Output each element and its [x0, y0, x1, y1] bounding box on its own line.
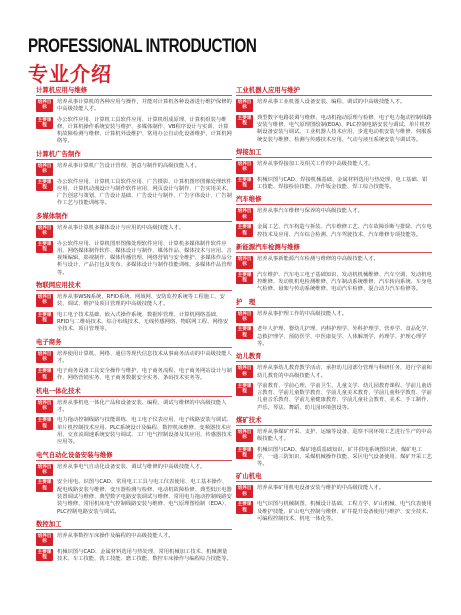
major-title: 物联网应用技术 — [36, 281, 81, 290]
goal-tag: 培养目标 — [237, 100, 252, 111]
major-title: 护 理 — [236, 297, 256, 306]
right-column — [236, 86, 432, 527]
goal-text: 培养从事机电一体化产品和设备安装、编程、调试与维修的中高级技能人才。 — [57, 399, 227, 414]
goal-tag: 培养目标 — [37, 225, 52, 237]
goal-row — [36, 99, 232, 114]
title-underline — [236, 425, 432, 426]
course-row — [236, 501, 432, 523]
course-text: 办公软件应用、计算机工具软件应用、广告摄影、计算机图形图像处理软件应用、计算机动漫设计与制作软件应用、网页设计与制作、广告实用美术、广告创意与策划、广告设计基础、广告设计与制作、广告字体设计、广告制作工艺与技能训练等。 — [57, 178, 232, 207]
title-underline — [36, 460, 232, 461]
goal-row — [236, 429, 432, 444]
course-row — [236, 383, 432, 412]
title-underline — [36, 95, 232, 96]
goal-tag: 培养目标 — [37, 295, 52, 306]
goal-text: 培养从事数控车床操作及编程的中高级技能人才。 — [57, 532, 174, 539]
major-section — [36, 451, 232, 516]
title-underline — [36, 529, 232, 530]
major-title: 焊接加工 — [236, 148, 262, 156]
goal-row — [236, 365, 432, 380]
goal-row — [36, 464, 232, 477]
course-row — [36, 179, 232, 208]
goal-row — [236, 161, 432, 174]
goal-text: 培养从事矿用机电设备安装与维护的中高级技能人才。 — [257, 485, 385, 492]
title-underline — [236, 157, 432, 158]
course-tag: 主要课程 — [37, 117, 52, 128]
course-text: 电气识图与机械制图、机械设计基础、工程力学、矿山机械、电气仪表使用及维护技能、矿山电气控制与维修、矿井提升设备使用与维护、安全技术、可编程控制技术、机电一体化等。 — [257, 501, 432, 522]
course-row — [236, 447, 432, 469]
course-text: 电力拖动控制线路与技能训练、电工电子仪表应用、电子线路安装与调试、单片机控制技术应用、PLC系统设计及编程、数控机床维修、变频器技术应用、交直流调速系统安装与调试、工厂电气控制设备及其应用、传感器技术应用等。 — [57, 417, 232, 446]
course-row — [36, 479, 232, 515]
course-text: 机械识图与CAD、煤矿地质基础知识、矿井供电系统图识读、煤矿电工学、一通三防知识、采煤机械操作技能、采区电气设备使用、煤矿开采工艺等。 — [257, 446, 432, 468]
goal-text: 培养从事焊接加工及相关工作的中高级技能人才。 — [257, 161, 374, 167]
major-title: 新能源汽车检测与维修 — [236, 242, 300, 251]
course-tag: 主要课程 — [237, 225, 252, 236]
course-text: 老年人护理、婴幼儿护理、内科护理学、外科护理学、营养学、食品化学、急救护理学、预防医学、中医康复学、人体解剖学、药理学、护理心理学等。 — [257, 326, 432, 347]
major-title: 矿山机电 — [236, 472, 262, 481]
goal-tag: 培养目标 — [37, 163, 52, 175]
page-title-chinese: 专业介绍 — [28, 62, 112, 86]
major-title: 电气自动化设备安装与维修 — [36, 450, 113, 459]
course-tag: 主要课程 — [237, 383, 252, 395]
course-tag: 主要课程 — [237, 272, 252, 284]
course-row — [36, 312, 232, 334]
major-title: 机电一体化技术 — [36, 386, 81, 395]
major-title: 计算机应用与维修 — [36, 86, 88, 94]
goal-row — [36, 400, 232, 415]
major-section — [236, 195, 432, 238]
left-column — [36, 86, 232, 567]
goal-row — [236, 208, 432, 221]
major-section — [236, 352, 432, 412]
course-row — [236, 115, 432, 144]
goal-text: 培养从事幼儿教育教学活动，承担幼儿园部分管理与科研任务，进行学前和幼儿教育的中高级技能人才。 — [257, 365, 432, 379]
major-title: 煤矿技术 — [236, 416, 262, 424]
page-title-english: PROFESSIONAL INTRODUCTION — [28, 36, 257, 57]
goal-tag: 培养目标 — [237, 162, 252, 173]
goal-text: 培养从事新能源汽车检测与维修的中高级技能人才。 — [257, 255, 379, 262]
goal-text: 培养从事计算机的各种应用与操作，并能对计算机各种设备进行维护保修的中高级技能人才。 — [57, 99, 232, 113]
course-row — [236, 326, 432, 348]
major-section — [36, 86, 232, 146]
major-section — [36, 520, 232, 563]
goal-row — [236, 256, 432, 269]
major-section — [36, 281, 232, 333]
goal-text: 培养从事护理工作的中高级技能人才。 — [257, 310, 348, 317]
goal-row — [36, 163, 232, 176]
title-underline — [36, 290, 232, 291]
course-text: 学前教育、学前心理、学前卫生、儿童文学、幼儿园教育课程、学前儿童语言教育、学前儿童数学教育、学前儿童美术教育、学前儿童科学教育、学前儿童音乐教育、学前儿童健康教育、学前儿童社会教育、美术、手工制作、声乐、琴法、舞蹈、幼儿园环境创设等。 — [257, 382, 432, 411]
goal-tag: 培养目标 — [237, 311, 252, 322]
goal-row — [36, 533, 232, 546]
course-text: 汽车维护、汽车电工电子基础知识、发动机机械维修、汽车空调、发动机电控维修、发动机机电检测维修、汽车制动系统维修、汽车转向系统、车身电气检修、悬架与传动系统维修、电动汽车检修、混合动力汽车检修等。 — [257, 271, 432, 293]
goal-tag: 培养目标 — [37, 464, 52, 475]
course-tag: 主要课程 — [37, 312, 52, 324]
goal-tag: 培养目标 — [237, 209, 252, 220]
course-tag: 主要课程 — [37, 549, 52, 561]
course-text: 办公软件应用、计算机图形图像处理软件应用、计算机多媒体制作软件应用、网络媒体制作软件、媒体设计与制作、媒体作品、媒体技术与应用、音视频编辑、影视制作、媒体传播管理、网络营销与安全维护、多媒体作品分析与设计、产品打包及发布、多媒体设计与制作技能训练、多媒体作品管理等。 — [57, 240, 232, 276]
major-section — [36, 212, 232, 277]
course-tag: 主要课程 — [237, 502, 252, 513]
goal-text: 培养使用计算机、网络、通信等现代信息技术从事商务活动的中高级技能人才。 — [57, 350, 232, 364]
course-row — [236, 224, 432, 239]
title-underline — [36, 159, 232, 160]
course-row — [236, 177, 432, 192]
course-tag: 主要课程 — [237, 177, 252, 189]
course-text: 机械识图与CAD、金属材料选用与热处理、常用机械加工技术、机械测量技术、车工技能、铣工技能、磨工技能、数控车床操作与编程综合技能等。 — [57, 548, 232, 562]
goal-text: 培养从事煤矿开采、支护、运输等设备、巡察不同环境工艺进行生产的中高级技能人才。 — [257, 429, 432, 443]
major-section — [36, 150, 232, 208]
goal-text: 培养从事计算机广告设计管理、创意与制作的高级技能人才。 — [57, 162, 201, 169]
course-tag: 主要课程 — [37, 369, 52, 380]
major-title: 幼儿教育 — [236, 352, 262, 361]
major-section — [236, 472, 432, 523]
goal-text: 培养从事汽车维修与保养的中高级技能人才。 — [257, 208, 363, 215]
course-row — [36, 417, 232, 446]
goal-tag: 培养目标 — [37, 100, 52, 111]
goal-row — [236, 485, 432, 498]
course-text: 电子商务设备工具安全操作与维护、电子商务流程、电子商务网站设计与制作、网络营销实务、电子商务数据安全实务、条码技术实务等。 — [57, 368, 232, 382]
goal-tag: 培养目标 — [37, 351, 52, 362]
major-title: 汽车维修 — [236, 195, 262, 204]
course-text: 机械识图与CAD、焊接机械基础、金属材料选用与热处理、电工基础、钳工技能、焊接检验技能、冷作钣金技能、焊工综合技能等。 — [257, 176, 428, 191]
goal-row — [236, 311, 432, 324]
course-text: 电工电子技术基础、嵌入式操作系统、数据库管理、计算机网络基础、RFID与二维码技术、综合布线技术、无线传感网络、物联网工程、网络安全技术、项目管理等。 — [57, 311, 229, 333]
goal-text: 培养从事工业机器人设备安装、编程、调试的中高级技能人才。 — [257, 99, 406, 105]
title-underline — [236, 204, 432, 205]
goal-tag: 培养目标 — [237, 256, 252, 268]
course-tag: 主要课程 — [237, 115, 252, 127]
major-section — [236, 298, 432, 349]
goal-tag: 培养目标 — [37, 400, 52, 412]
goal-text: 培养从事计算机多媒体设计与应用的中高级技能人才。 — [57, 224, 185, 231]
major-section — [236, 148, 432, 191]
course-tag: 主要课程 — [37, 241, 52, 252]
course-row — [36, 241, 232, 277]
goal-row — [36, 351, 232, 366]
title-underline — [36, 347, 232, 348]
major-section — [36, 338, 232, 383]
course-tag: 主要课程 — [37, 179, 52, 190]
title-underline — [236, 252, 432, 253]
goal-tag: 培养目标 — [237, 366, 252, 377]
title-underline — [236, 95, 432, 96]
course-text: 安全用电、识图与CAD、常用电工工具与电工仪表使用、电工基本操作、配电线路安装与维修、变压器检测与检修、电动机故障检修、典型低压电器装置调试与维修、典型数字电路安装调试与维修、常用电力拖动控制线路安装与维修、常用机床电气控制线路安装与维修、电气原理图绘制（EDA）、PLC控制电路安装与调试。 — [57, 479, 232, 515]
title-underline — [236, 307, 432, 308]
major-title: 计算机广告制作 — [36, 149, 81, 158]
goal-tag: 培养目标 — [37, 533, 52, 545]
course-row — [36, 368, 232, 383]
title-underline — [36, 221, 232, 222]
goal-text: 培养从事电气自动化设备安装、调试与维修的中高级技能人才。 — [57, 463, 206, 470]
major-title: 工业机器人应用与维护 — [236, 86, 300, 94]
major-section — [236, 416, 432, 468]
title-underline — [236, 481, 432, 482]
goal-tag: 培养目标 — [237, 486, 252, 497]
title-underline — [236, 361, 432, 362]
course-text: 金属工艺、汽车构造与拆装、汽车维修工艺、汽车故障诊断与排除、汽车电控技术及应用、汽车综合检测、汽车驾驶技术、汽车维修专项技能等。 — [257, 224, 432, 238]
course-tag: 主要课程 — [237, 327, 252, 338]
title-underline — [36, 396, 232, 397]
course-row — [36, 117, 232, 146]
major-section — [236, 243, 432, 294]
goal-tag: 培养目标 — [237, 430, 252, 441]
major-title: 数控加工 — [36, 519, 62, 528]
course-row — [236, 272, 432, 294]
course-tag: 主要课程 — [37, 480, 52, 491]
goal-text: 培养从事WSN系统、RFID系统、网域网、安防监控系统等工程施工、安装、调试、维护及项目管理的中高级技能人才。 — [57, 294, 225, 308]
major-section — [36, 387, 232, 447]
major-title: 多媒体制作 — [36, 211, 68, 220]
major-title: 电子商务 — [36, 337, 62, 346]
course-tag: 主要课程 — [37, 418, 52, 429]
course-text: 典型数字电路装调与维修、电动机拖动原理与检修、电子电力拖动控制线路安装与维修、电气原理图绘制(EDA)、PLC控制电路安装与调试、单片机控制设备安装与调试、工业机器人技术应用、步进电动机安装与维修、伺服系统安装与维修、检测与传感技术应用、气动与液压系统安装与调试等。 — [257, 114, 432, 143]
goal-row — [36, 294, 232, 309]
course-tag: 主要课程 — [237, 447, 252, 458]
course-text: 办公软件应用、计算机工具软件应用、计算机组成原理、计算机组装与维修、计算机操作系统安装与维护、多媒体制作、VB程序设计与实训、计算机故障检测与维修、计算机外设维护、常用办公自动化设备维护、计算机网络等。 — [57, 116, 232, 145]
course-row — [36, 549, 232, 564]
goal-row — [36, 225, 232, 238]
goal-row — [236, 99, 432, 112]
major-section — [236, 86, 432, 144]
